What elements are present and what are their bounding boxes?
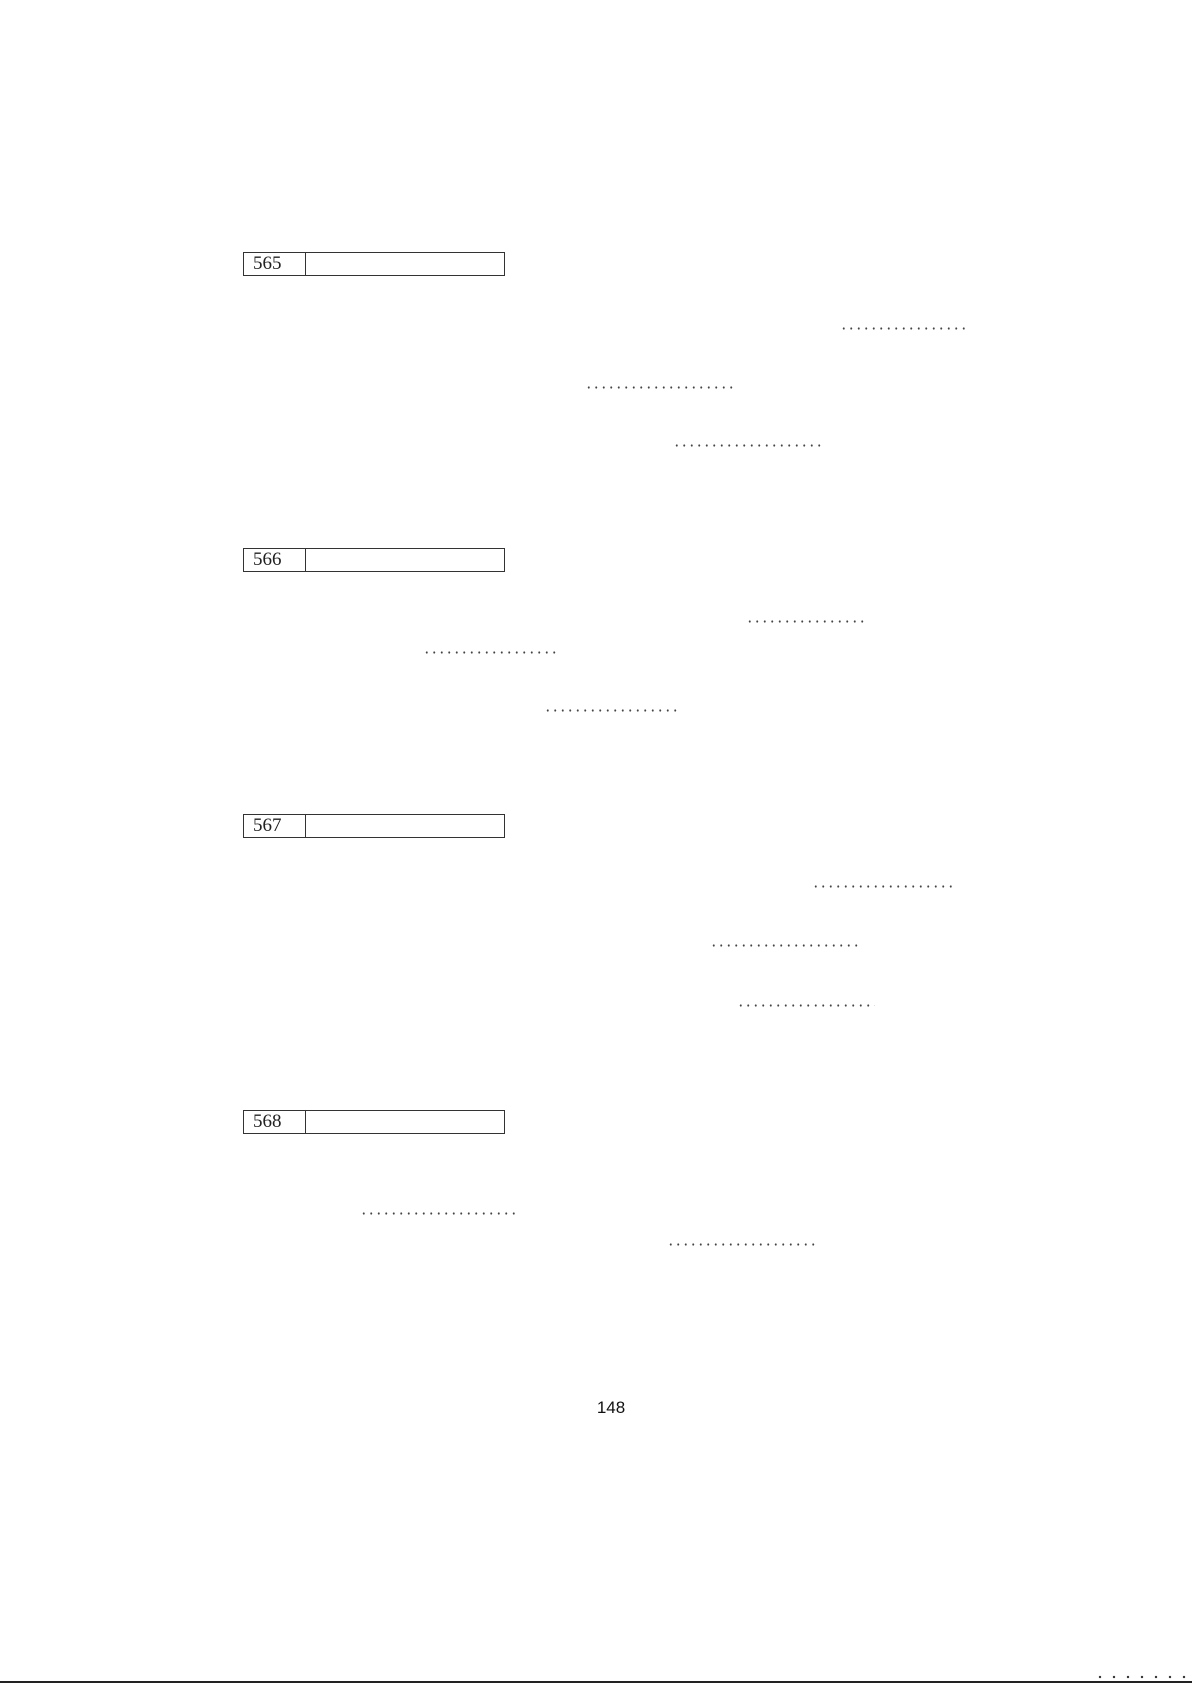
answer-blank[interactable] <box>544 709 679 712</box>
question-number-box-566 <box>243 548 505 572</box>
question-score-field <box>306 815 504 837</box>
question-number: 566 <box>244 549 306 571</box>
question-number-box-565 <box>243 252 505 276</box>
bottom-divider <box>0 1681 1192 1683</box>
answer-blank[interactable] <box>585 386 735 389</box>
question-number: 565 <box>244 253 306 275</box>
question-score-field <box>306 253 504 275</box>
question-score-field <box>306 549 504 571</box>
answer-blank[interactable] <box>423 651 558 654</box>
page-number: 148 <box>596 1398 626 1417</box>
answer-blank[interactable] <box>673 444 825 447</box>
answer-blank[interactable] <box>840 327 970 330</box>
answer-blank[interactable] <box>667 1243 819 1246</box>
answer-blank[interactable] <box>737 1004 875 1007</box>
answer-blank[interactable] <box>710 944 862 947</box>
answer-blank[interactable] <box>812 885 955 888</box>
answer-blank[interactable] <box>746 620 866 623</box>
answer-blank[interactable] <box>360 1212 515 1215</box>
question-number-box-567 <box>243 814 505 838</box>
question-number: 568 <box>244 1111 306 1133</box>
question-score-field <box>306 1111 504 1133</box>
corner-marks <box>1093 1672 1192 1682</box>
question-number: 567 <box>244 815 306 837</box>
question-number-box-568 <box>243 1110 505 1134</box>
